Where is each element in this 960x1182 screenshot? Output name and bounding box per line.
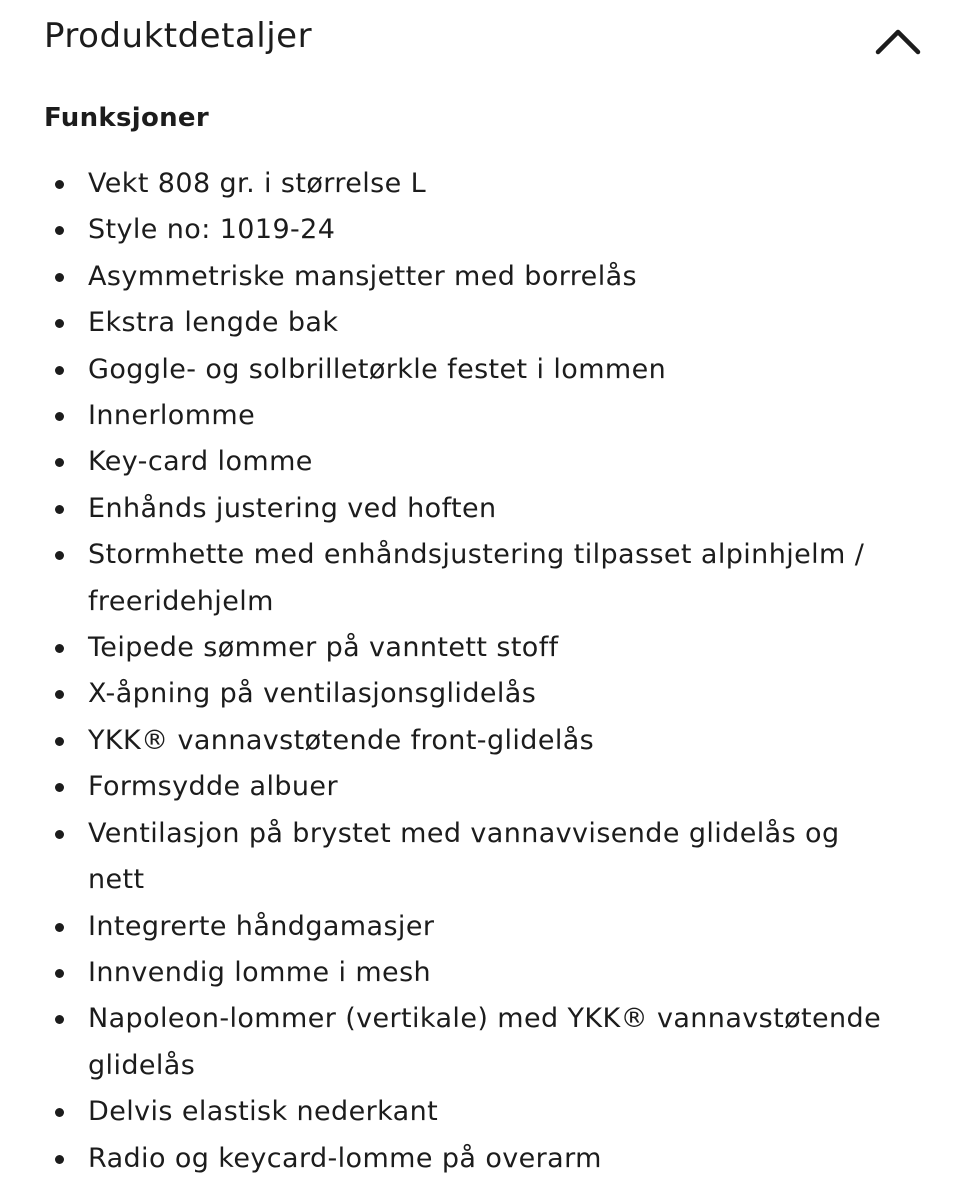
list-item xyxy=(0,207,960,253)
feature-text: X-åpning på ventilasjonsglidelås xyxy=(88,678,537,710)
list-item xyxy=(0,811,960,904)
bullet-icon xyxy=(55,923,64,932)
feature-text: Ventilasjon på brystet med vannavvisende glidelås og nett xyxy=(88,817,840,896)
bullet-icon xyxy=(55,1155,64,1164)
feature-text: Formsydde albuer xyxy=(88,771,338,803)
feature-text: Teipede sømmer på vanntett stoff xyxy=(88,632,559,664)
bullet-icon xyxy=(55,783,64,792)
list-item xyxy=(0,671,960,717)
feature-text: Radio og keycard-lomme på overarm xyxy=(88,1142,602,1174)
bullet-icon xyxy=(55,180,64,189)
bullet-icon xyxy=(55,690,64,699)
list-item xyxy=(0,625,960,671)
feature-text: Ekstra lengde bak xyxy=(88,307,339,339)
feature-text: Asymmetriske mansjetter med borrelås xyxy=(88,260,638,292)
bullet-icon xyxy=(55,1108,64,1117)
feature-text: Napoleon-lommer (vertikale) med YKK® vannavstøtende glidelås xyxy=(88,1003,882,1081)
bullet-icon xyxy=(55,412,64,421)
accordion-title: Produktdetaljer xyxy=(44,16,313,56)
list-item xyxy=(0,439,960,485)
feature-text: Key-card lomme xyxy=(88,446,313,478)
bullet-icon xyxy=(55,319,64,328)
bullet-icon xyxy=(55,366,64,375)
list-item xyxy=(0,904,960,950)
feature-text: Delvis elastisk nederkant xyxy=(88,1096,439,1128)
list-item xyxy=(0,764,960,810)
list-item xyxy=(0,532,960,625)
bullet-icon xyxy=(55,644,64,653)
feature-text: Goggle- og solbrilletørkle festet i lommen xyxy=(88,353,667,385)
bullet-icon xyxy=(55,458,64,467)
bullet-icon xyxy=(55,969,64,978)
list-item xyxy=(0,950,960,996)
feature-text: Stormhette med enhåndsjustering tilpasset alpinhjelm / freeridehjelm xyxy=(88,539,865,617)
bullet-icon xyxy=(55,1015,64,1024)
list-item xyxy=(0,300,960,346)
list-item xyxy=(0,996,960,1089)
list-item xyxy=(0,347,960,393)
bullet-icon xyxy=(55,551,64,560)
accordion-header[interactable] xyxy=(0,0,960,80)
feature-text: Innvendig lomme i mesh xyxy=(88,956,432,988)
feature-text: YKK® vannavstøtende front-glidelås xyxy=(88,724,595,756)
feature-text: Innerlomme xyxy=(88,400,256,432)
list-item xyxy=(0,1089,960,1135)
chevron-up-icon[interactable] xyxy=(872,22,924,58)
bullet-icon xyxy=(55,737,64,746)
list-item xyxy=(0,161,960,207)
list-item xyxy=(0,718,960,764)
feature-text: Enhånds justering ved hoften xyxy=(88,492,497,524)
list-item xyxy=(0,486,960,532)
bullet-icon xyxy=(55,505,64,514)
bullet-icon xyxy=(55,830,64,839)
features-list xyxy=(0,161,960,1182)
feature-text: Vekt 808 gr. i størrelse L xyxy=(88,168,427,199)
feature-text: Integrerte håndgamasjer xyxy=(88,910,435,942)
list-item xyxy=(0,254,960,300)
list-item xyxy=(0,393,960,439)
bullet-icon xyxy=(55,226,64,235)
section-heading-funksjoner: Funksjoner xyxy=(44,103,209,133)
feature-text: Style no: 1019-24 xyxy=(88,214,336,246)
bullet-icon xyxy=(55,273,64,282)
list-item xyxy=(0,1136,960,1182)
